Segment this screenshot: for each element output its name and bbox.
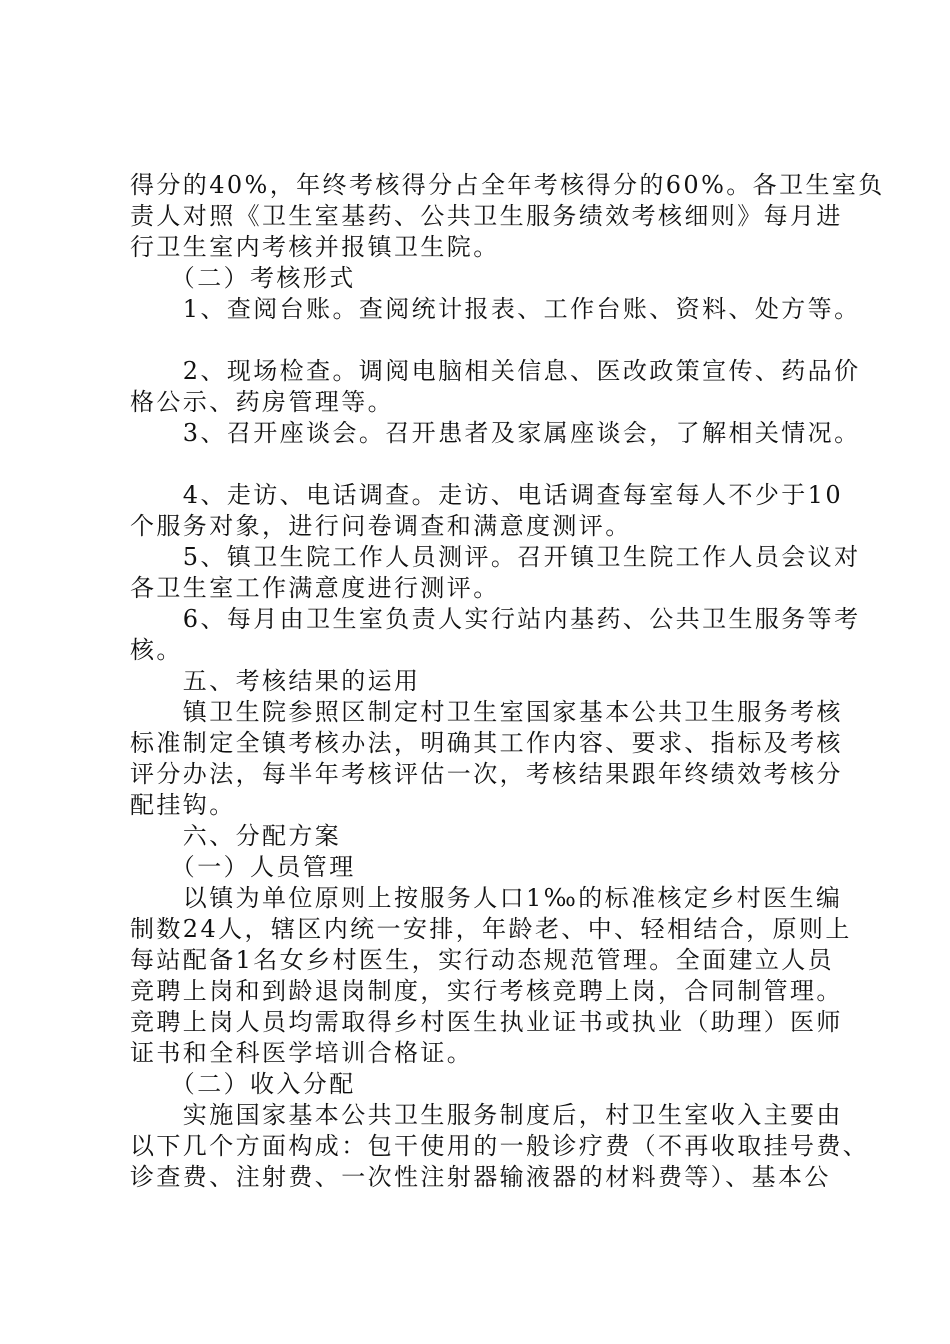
paragraph-line: 镇卫生院参照区制定村卫生室国家基本公共卫生服务考核 <box>130 698 843 726</box>
paragraph-line: 评分办法，每半年考核评估一次，考核结果跟年终绩效考核分 <box>130 760 843 788</box>
paragraph-line: 配挂钩。 <box>130 791 236 819</box>
paragraph-line: 6、每月由卫生室负责人实行站内基药、公共卫生服务等考 <box>130 605 861 633</box>
blank-line <box>130 449 830 480</box>
paragraph-line: 诊查费、注射费、一次性注射器输液器的材料费等）、基本公 <box>130 1163 831 1191</box>
paragraph-line: 个服务对象，进行问卷调查和满意度测评。 <box>130 512 632 540</box>
blank-line <box>130 325 830 356</box>
paragraph-line: 每站配备1名女乡村医生，实行动态规范管理。全面建立人员 <box>130 946 835 974</box>
paragraph-line: 以下几个方面构成：包干使用的一般诊疗费（不再收取挂号费、 <box>130 1132 870 1160</box>
section-heading: （二）考核形式 <box>130 264 356 292</box>
paragraph-line: 3、召开座谈会。召开患者及家属座谈会，了解相关情况。 <box>130 419 861 447</box>
section-heading: 五、考核结果的运用 <box>130 667 421 695</box>
paragraph-line: 竞聘上岗和到龄退岗制度，实行考核竞聘上岗，合同制管理。 <box>130 977 843 1005</box>
paragraph-line: 1、查阅台账。查阅统计报表、工作台账、资料、处方等。 <box>130 295 861 323</box>
paragraph-line: 以镇为单位原则上按服务人口1‰的标准核定乡村医生编 <box>130 884 843 912</box>
paragraph-line: 各卫生室工作满意度进行测评。 <box>130 574 500 602</box>
paragraph-line: 得分的40%，年终考核得分占全年考核得分的60%。各卫生室负 <box>130 171 885 199</box>
document-body <box>130 170 885 1193</box>
paragraph-line: 证书和全科医学培训合格证。 <box>130 1039 474 1067</box>
paragraph-line: 核。 <box>130 636 183 664</box>
paragraph-line: 2、现场检查。调阅电脑相关信息、医改政策宣传、药品价 <box>130 357 861 385</box>
paragraph-line: 责人对照《卫生室基药、公共卫生服务绩效考核细则》每月进 <box>130 202 843 230</box>
paragraph-line: 行卫生室内考核并报镇卫生院。 <box>130 233 500 261</box>
paragraph-line: 竞聘上岗人员均需取得乡村医生执业证书或执业（助理）医师 <box>130 1008 843 1036</box>
paragraph-line: 5、镇卫生院工作人员测评。召开镇卫生院工作人员会议对 <box>130 543 861 571</box>
paragraph-line: 制数24人，辖区内统一安排，年龄老、中、轻相结合，原则上 <box>130 915 852 943</box>
section-heading: （二）收入分配 <box>130 1070 356 1098</box>
paragraph-line: 4、走访、电话调查。走访、电话调查每室每人不少于10 <box>130 481 844 509</box>
paragraph-line: 标准制定全镇考核办法，明确其工作内容、要求、指标及考核 <box>130 729 843 757</box>
paragraph-line: 实施国家基本公共卫生服务制度后，村卫生室收入主要由 <box>130 1101 843 1129</box>
section-heading: （一）人员管理 <box>130 853 356 881</box>
paragraph-line: 格公示、药房管理等。 <box>130 388 394 416</box>
section-heading: 六、分配方案 <box>130 822 342 850</box>
